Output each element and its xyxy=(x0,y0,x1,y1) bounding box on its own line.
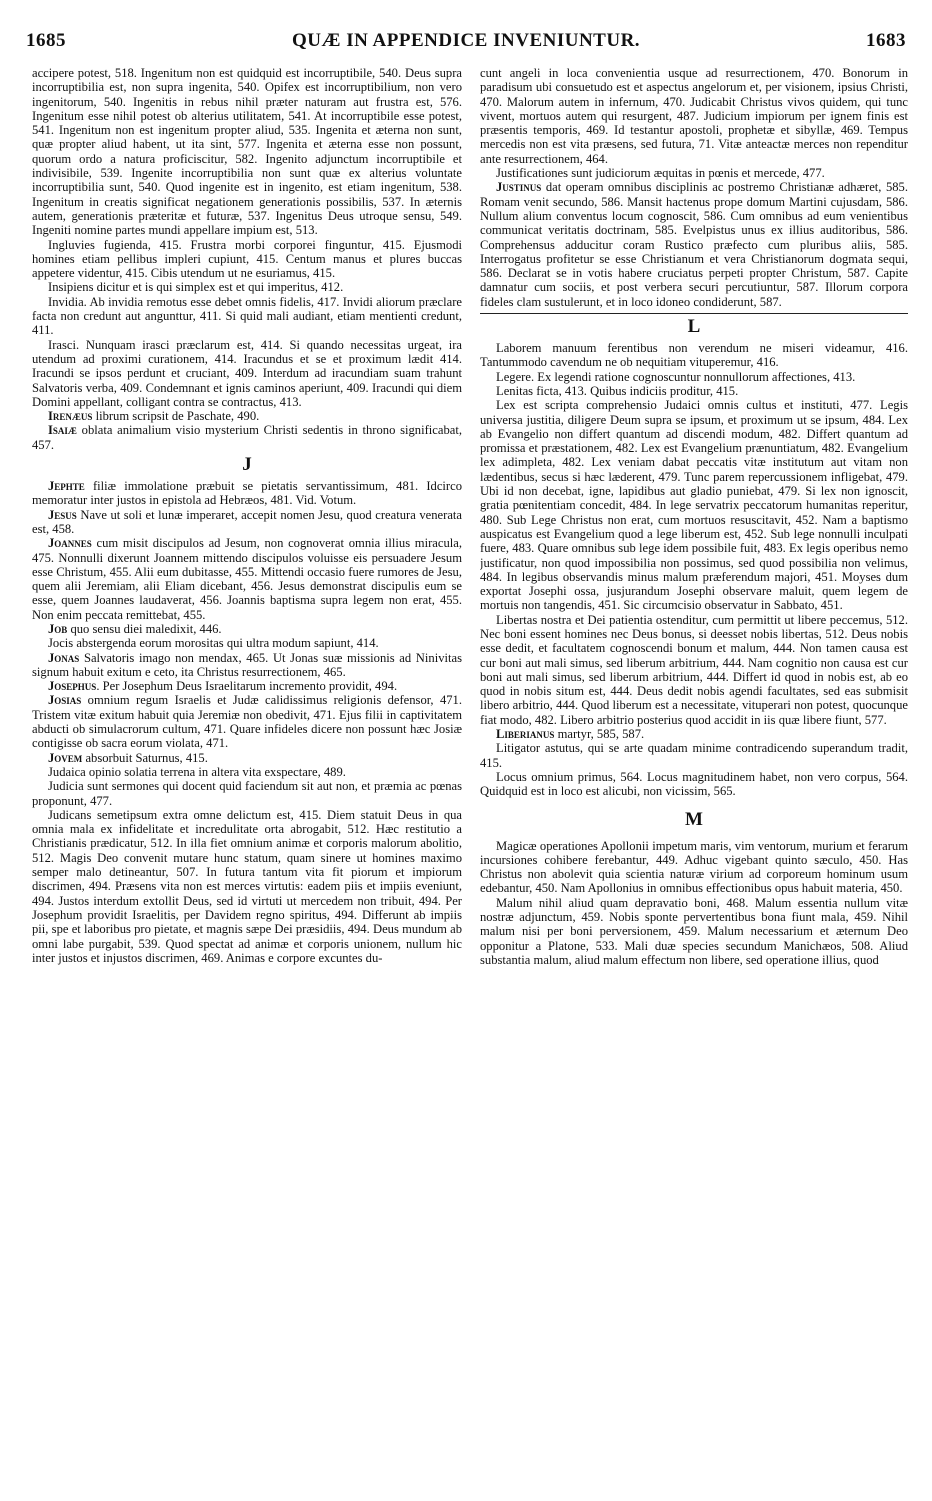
entry-text: oblata animalium visio mysterium Christi sedentis in throno significabat, 457. xyxy=(32,423,462,452)
entry-headword: Jovem xyxy=(48,750,83,765)
entry-text: librum scripsit de Paschate, 490. xyxy=(92,409,260,424)
left-index-column xyxy=(32,66,462,1491)
entry-text: absorbuit Saturnus, 415. xyxy=(82,750,208,765)
index-entry xyxy=(32,479,462,508)
index-entry xyxy=(32,808,462,965)
entry-text: Judicans semetipsum extra omne delictum est, 415. Diem statuit Deus in qua omnia mala ex infidelitate et incredulitate orta abrogabit, 512. Hæc restitutio a Christianis prædicatur, 512. In illa fiet omnium animæ et corporis malorum abolitio, 512. Magis Deo convenit mutare hunc statum, quam sinere ut homines maximo semper malo detineantur, 507. In futura tantum vita fit piorum et impiorum discrimen, 494. Præsens vita non est merces virtutis: eadem piis et impiis eveniunt, 494. Justos interdum extollit Deus, sed id virtuti ut mercedem non tribuit, 494. Per Josephum providit Israelitis, per Davidem regno spiritus, 494. Differunt ab impiis pii, spe et laboribus pro pietate, et magnis sæpe Dei præsidiis, 494. Deus mundum ab omni labe purgabit, 539. Quod spectat ad animæ et corporis unionem, nullum hic inter justos et injustos discrimen, 469. Animas e corpore excuntes du- xyxy=(32,807,462,965)
entry-text: Legere. Ex legendi ratione cognoscuntur nonnullorum affectiones, 413. xyxy=(496,369,856,384)
entry-headword: Irenæus xyxy=(48,409,93,424)
index-entry xyxy=(32,779,462,808)
entry-headword: Joannes xyxy=(48,536,92,551)
page-header xyxy=(26,18,906,50)
index-entry xyxy=(480,66,908,166)
entry-text: omnium regum Israelis et Judæ calidissimus religionis defensor, 471. Tristem vitæ exitum habuit quia Jeremiæ non obedivit, 471. Ejus filii in captivitatem abducti ob simulacrorum cultum, 471. Quare infideles dicere non possunt hæc Josiæ contigisse ob sacra eorum violata, 471. xyxy=(32,693,462,751)
entry-text: Litigator astutus, qui se arte quadam minime contradicendo superandum tradit, 415. xyxy=(480,741,908,770)
entry-headword: Justinus xyxy=(496,180,542,195)
entry-text: Lenitas ficta, 413. Quibus indiciis proditur, 415. xyxy=(496,383,739,398)
entry-headword: Josias xyxy=(48,693,82,708)
section-letter: L xyxy=(687,316,701,338)
entry-text: cunt angeli in loca convenientia usque ad resurrectionem, 470. Bonorum in paradisum ubi consuetudo est et aspectus angelorum et, per visionem, ipsius Christi, 470. Malorum autem in infernum, 470. Judicabit Christus vivos quidem, qui tunc vivent, mortuos autem qui resurgent, 487. Judicium impiorum per ignem finis est præsentis temporis, 469. Id testantur apostoli, prophetæ et sibyllæ, 469. Tempus mercedis non est vita præsens, sed futura, 71. Vitæ anteactæ merces non rependitur ante resurrectionem, 464. xyxy=(480,66,908,166)
running-title: QUÆ IN APPENDICE INVENIUNTUR. xyxy=(291,30,641,51)
right-index-column xyxy=(480,66,908,1491)
entry-text: filiæ immolatione præbuit se pietatis servantissimum, 481. Idcirco memoratur inter justos in epistola ad Hebræos, 481. Vid. Votum. xyxy=(32,479,462,508)
index-entry xyxy=(480,370,908,384)
index-entry xyxy=(32,651,462,680)
entry-text: Insipiens dicitur et is qui simplex est et qui imperitus, 412. xyxy=(48,280,344,295)
entry-headword: Jonas xyxy=(48,650,80,665)
section-letter: M xyxy=(685,808,703,830)
index-entry xyxy=(32,765,462,779)
section-divider xyxy=(480,313,908,314)
index-entry xyxy=(480,341,908,370)
index-entry xyxy=(480,166,908,180)
entry-headword: Job xyxy=(48,621,68,636)
index-entry xyxy=(32,693,462,750)
index-entry xyxy=(480,613,908,727)
entry-text: Nave ut soli et lunæ imperaret, accepit nomen Jesu, quod creatura venerata est, 458. xyxy=(32,507,462,536)
entry-text: Jocis abstergenda eorum morositas qui ultra modum sapiunt, 414. xyxy=(48,636,379,651)
entry-text: Irasci. Nunquam irasci præclarum est, 414. Si quando necessitas urgeat, ira utendum ad proximi curationem, 414. Iracundus et se et proximum lædit 414. Iracundi se ipsos perdunt et cruciant, 409. Interdum ad iracundiam suam trahunt Salvatoris verba, 409. Condemnant et ignis caminos aperiunt, 409. Iracundi qui diem Domini appellant, colligant contra se contractus, 413. xyxy=(32,337,462,409)
entry-text: Magicæ operationes Apollonii impetum maris, vim ventorum, murium et ferarum incursiones cohibere ferebantur, 449. Adhuc vigebant quinto sæculo, 450. Has Christus non abolevit quia scientia naturæ virium ad corporeum hominum usum edebantur, 450. Nam Apollonius in omnibus effectionibus opus habuit materia, 450. xyxy=(480,838,908,896)
entry-text: Salvatoris imago non mendax, 465. Ut Jonas suæ missionis ad Ninivitas signum habuit exitum e ceto, ita Christus resurrectionem, 465. xyxy=(32,650,462,679)
entry-text: Judaica opinio solatia terrena in altera vita exspectare, 489. xyxy=(48,764,346,779)
index-entry xyxy=(32,622,462,636)
index-entry xyxy=(32,338,462,409)
entry-text: cum misit discipulos ad Jesum, non cognoverat omnia illius miracula, 475. Nonnulli dixerunt Joannem mittendo discipulos voluisse eis persuadere Jesum esse Christum, 455. Alii eum dubitasse, 455. Mittendi occasio fuere rumores de Jesu, quem alii Jeremiam, alii Eliam dicebant, 456. Jesus demonstrat discipulis eum se esse, quem Joannes laudaverat, 456. Joannis baptisma supra legem non erat, 455. Non enim peccata remittebat, 455. xyxy=(32,536,462,622)
entry-text: . Per Josephum Deus Israelitarum incremento providit, 494. xyxy=(96,679,398,694)
entry-text: Judicia sunt sermones qui docent quid faciendum sit aut non, et præmia ac pœnas proponunt, 477. xyxy=(32,779,462,808)
entry-text: Libertas nostra et Dei patientia ostenditur, cum permittit ut libere peccemus, 512. Nec boni essent homines nec Deus bonus, si deesset nobis libertas, 512. Deus nobis esse dedit, et facultatem cognoscendi bonum et malum, 444. Non tamen causa est cur boni aut mali simus, sed liberum arbitrium, 444. Nam cognitio non causa est cur boni aut mali simus, sed liberum arbitrium, 444. Differt id quod in nobis est, ab eo quod in nobis situm est, 444. Deus dedit nobis agendi facultates, sed eas submisit libero arbitrio, 444. Quod liberum est a necessitate, vituperari non potest, quocunque fiat modo, 482. Libero arbitrio posterius quod accidit in iis quæ libere fiunt, 577. xyxy=(480,612,908,727)
index-entry xyxy=(480,180,908,309)
index-entry xyxy=(32,536,462,622)
entry-text: Lex est scripta comprehensio Judaici omnis cultus et instituti, 477. Legis universa justitia, diligere Deum supra se ipsum, et proximum ut se ipsum, 484. Lex ab Evangelio non differt quantum ad discendi modum, 482. Differt quantum ad promissa et præstationem, 482. Lex est Evangelium prænuntiatum, 482. Evangelium lex adimpleta, 482. Lex veniam dabat peccatis vitæ institutum aut vitam non lædentibus, secus si hæc læderent, 479. Tunc parem repercussionem infligebat, 479. Ubi id non decebat, igne, lapidibus aut gladio puniebat, 479. Si lex non ignoscit, gratia pœnitentiam concedit, 484. In lege servatrix peccatorum humanitas reperitur, 480. Sub Lege Christus non erat, cum mortuos resuscitavit, 452. Nam a baptismo auspicatus est Evangelium quod a lege liberum est, 452. Sub lege nonnulli inculpati fuere, 483. Quare omnibus sub lege idem possibile fuit, 483. Ex legis operibus nemo justificatur, non quod impossibilia non possimus, sed quod possibilia non velimus, 484. In legibus observandis minus malum præferendum majori, 451. Moyses dum exportat Josephi ossa, jusjurandum Josephi observare maluit, quem legem de mortuis non tangendis, 451. Sic circumcisio observatur in Sabbato, 451. xyxy=(480,398,908,613)
entry-text: martyr, 585, 587. xyxy=(554,727,645,742)
index-entry xyxy=(32,508,462,537)
entry-text: Justificationes sunt judiciorum æquitas in pœnis et mercede, 477. xyxy=(496,166,825,181)
entry-headword: Liberianus xyxy=(496,727,555,742)
index-entry xyxy=(480,741,908,770)
entry-text: Malum nihil aliud quam depravatio boni, 468. Malum essentia nullum vitæ nostræ adjunctum, 459. Nobis sponte pervertentibus bona fiunt mala, 459. Nihil malum nisi per boni perversionem, 459. Malum necessarium et æternum Deo opponitur a Platone, 533. Mali duæ species secundum Manichæos, 508. Aliud substantia malum, aliud malum effectum non libere, sed operatione illius, quod xyxy=(480,895,908,967)
index-entry xyxy=(32,295,462,338)
index-entry xyxy=(32,238,462,281)
entry-text: Locus omnium primus, 564. Locus magnitudinem habet, non vero corpus, 564. Quidquid est in loco est alicubi, non vicissim, 565. xyxy=(480,769,908,799)
entry-headword: Jephte xyxy=(48,479,85,494)
entry-text: Invidia. Ab invidia remotus esse debet omnis fidelis, 417. Invidi aliorum præclare facta non credunt aut angunttur, 411. Si quid mali audiant, etiam mentienti credunt, 411. xyxy=(32,294,462,338)
entry-text: Laborem manuum ferentibus non verendum ne miseri videamur, 416. Tantummodo cavendum ne ob nequitiam vituperemur, 416. xyxy=(480,341,908,370)
section-letter: J xyxy=(242,454,252,476)
index-entry xyxy=(480,839,908,896)
index-entry xyxy=(32,280,462,294)
page-number-right: 1683 xyxy=(866,30,906,51)
index-entry xyxy=(32,751,462,765)
index-entry xyxy=(32,679,462,693)
entry-text: dat operam omnibus disciplinis ac postremo Christianæ adhæret, 585. Romam venit secundo, 586. Mansit hactenus prope domum Martini cujusdam, 586. Nullum alium conventus locum cognoscit, 586. Cum omnibus ad eum venientibus communicat veritatis doctrinam, 585. Evelpistus unus ex illius auditoribus, 586. Comprehensus adducitur coram Rustico præfecto cum pluribus aliis, 585. Interrogatus profitetur se esse Christianum et vera Christianorum dogmata sequi, 586. Declarat se in votis habere cruciatus perpeti propter Christum, 587. Capite damnatur cum sociis, et post verbera securi percutiuntur, 587. Illorum corpora fideles clam sustulerunt, et in loco idoneo condiderunt, 587. xyxy=(480,180,908,309)
index-entry xyxy=(480,770,908,799)
index-entry xyxy=(32,409,462,423)
index-entry xyxy=(480,398,908,612)
page-number-left: 1685 xyxy=(26,30,66,51)
index-entry xyxy=(32,636,462,650)
entry-text: accipere potest, 518. Ingenitum non est quidquid est incorruptibile, 540. Deus supra incorruptibilia est, non supra ingenita, 540. Opifex est incorruptibilium, non vero ingenitorum, 540. Ingenitis in rebus nihil præter naturam aut frustra est, 576. Ingenitum esse nihil potest ob alterius utilitatem, 541. At incorruptibile esse potest, 541. Ingenitum non est ingenitum propter aliud, 535. Ingenita et æterna non sunt, quæ propter aliud habent, ut ita sint, 577. Ingenita et æterna esse non possunt, quorum ordo a natura proficiscitur, 582. Ingenito adjunctum incorruptibile et indivisibile, 539. Ingenite incorruptibilia non sunt quæ ex alterius voluntate incorruptibilia sunt, 540. Quod ingenite est in ingenito, est etiam ingenitum, 538. Ingenitum in creatis significat negationem generationis possibilis, 537. In æternis autem, generationis præteritæ et futuræ, 537. Ingenitus Deus utroque sensu, 549. Ingeniti nomine partes mundi appellare impium est, 513. xyxy=(32,66,462,238)
index-entry xyxy=(480,727,908,741)
entry-headword: Isaiæ xyxy=(48,423,77,438)
index-entry xyxy=(480,384,908,398)
entry-text: quo sensu diei maledixit, 446. xyxy=(67,621,222,636)
entry-headword: Josephus xyxy=(48,679,97,694)
entry-headword: Jesus xyxy=(48,507,77,522)
index-entry xyxy=(32,423,462,452)
index-entry xyxy=(480,896,908,967)
index-entry xyxy=(32,66,462,238)
entry-text: Ingluvies fugienda, 415. Frustra morbi corporei finguntur, 415. Ejusmodi homines etiam pellibus impleri cupiunt, 415. Centum manus et plures buccas appetere videntur, 415. Cibis utendum ut ne esuriamus, 415. xyxy=(32,237,462,281)
